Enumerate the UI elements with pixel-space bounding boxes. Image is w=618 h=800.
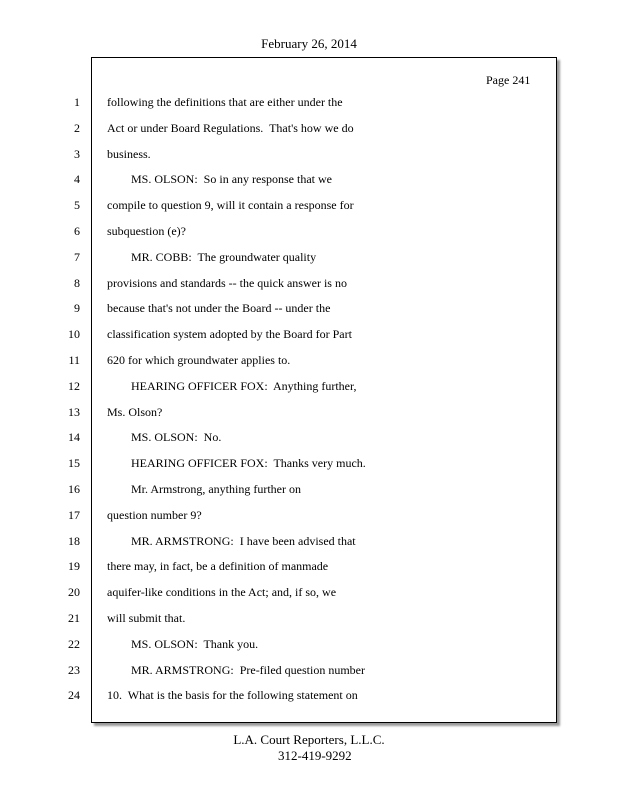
line-text: 10. What is the basis for the following statement on xyxy=(107,688,358,702)
line-text: question number 9? xyxy=(107,508,202,522)
line-number: 4 xyxy=(74,172,80,186)
line-number: 19 xyxy=(68,559,80,573)
line-text: MR. ARMSTRONG: Pre-filed question number xyxy=(107,663,365,677)
header-date: February 26, 2014 xyxy=(261,36,357,51)
line-number: 18 xyxy=(68,534,80,548)
line-number: 9 xyxy=(74,301,80,315)
line-text: classification system adopted by the Board for Part xyxy=(107,327,352,341)
line-text: MS. OLSON: So in any response that we xyxy=(107,172,332,186)
line-number: 1 xyxy=(74,95,80,109)
line-number: 23 xyxy=(68,663,80,677)
line-text: MR. ARMSTRONG: I have been advised that xyxy=(107,534,356,548)
line-text: Ms. Olson? xyxy=(107,405,163,419)
line-number: 3 xyxy=(74,147,80,161)
line-text: 620 for which groundwater applies to. xyxy=(107,353,291,367)
line-number: 20 xyxy=(68,585,80,599)
line-number: 13 xyxy=(68,405,80,419)
line-number: 16 xyxy=(68,482,80,496)
line-text: HEARING OFFICER FOX: Anything further, xyxy=(107,379,357,393)
line-number: 14 xyxy=(68,430,80,444)
line-number: 12 xyxy=(68,379,80,393)
page-number: Page 241 xyxy=(486,73,531,87)
line-text: MR. COBB: The groundwater quality xyxy=(107,250,317,264)
footer-company: L.A. Court Reporters, L.L.C. xyxy=(233,732,385,747)
line-text: compile to question 9, will it contain a response for xyxy=(107,198,354,212)
line-text: Mr. Armstrong, anything further on xyxy=(107,482,301,496)
line-number: 11 xyxy=(68,353,80,367)
line-number: 6 xyxy=(74,224,80,238)
line-number: 24 xyxy=(68,688,80,702)
footer-phone: 312-419-9292 xyxy=(278,748,352,763)
line-text: HEARING OFFICER FOX: Thanks very much. xyxy=(107,456,366,470)
line-number: 8 xyxy=(74,276,80,290)
line-text: Act or under Board Regulations. That's how we do xyxy=(107,121,354,135)
line-text: provisions and standards -- the quick answer is no xyxy=(107,276,347,290)
line-text: subquestion (e)? xyxy=(107,224,186,238)
line-text: aquifer-like conditions in the Act; and, if so, we xyxy=(107,585,337,599)
line-number: 15 xyxy=(68,456,80,470)
line-number: 2 xyxy=(74,121,80,135)
line-number: 5 xyxy=(74,198,80,212)
line-text: business. xyxy=(107,147,151,161)
line-text: following the definitions that are either under the xyxy=(107,95,343,109)
line-text: because that's not under the Board -- under the xyxy=(107,301,331,315)
line-number: 7 xyxy=(74,250,80,264)
line-text: MS. OLSON: No. xyxy=(107,430,222,444)
line-text: will submit that. xyxy=(107,611,186,625)
line-number: 17 xyxy=(68,508,80,522)
line-number: 22 xyxy=(68,637,80,651)
line-text: there may, in fact, be a definition of manmade xyxy=(107,559,329,573)
line-number: 10 xyxy=(68,327,80,341)
line-text: MS. OLSON: Thank you. xyxy=(107,637,259,651)
line-number: 21 xyxy=(68,611,80,625)
